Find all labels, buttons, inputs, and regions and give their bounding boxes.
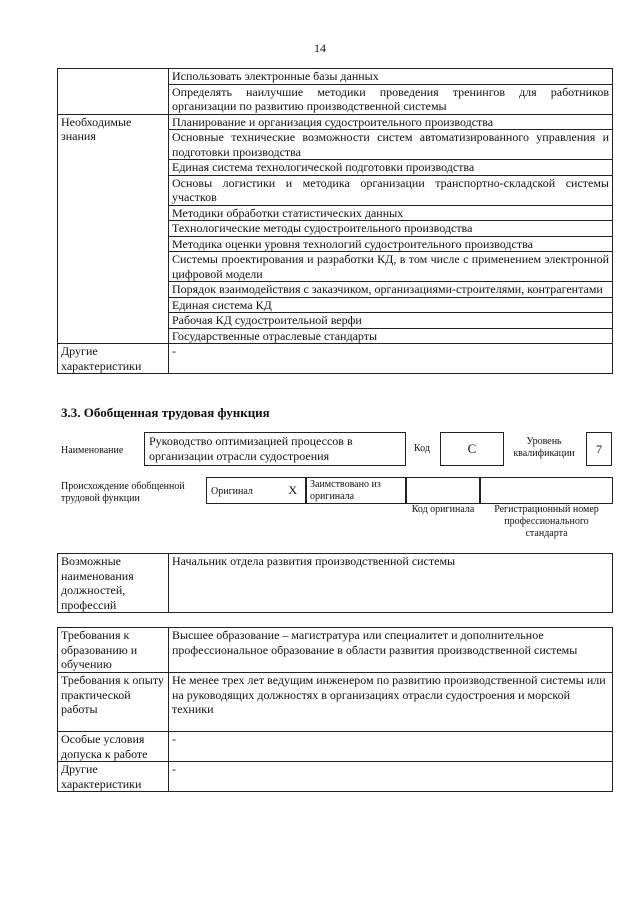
code-original-caption: Код оригинала — [411, 504, 475, 515]
positions-value: Начальник отдела развития производственной системы — [169, 554, 613, 613]
level-label: Уровень квалификации — [513, 436, 575, 459]
req-label: Требования к образованию и обучению — [58, 628, 169, 673]
req-label: Особые условия допуска к работе — [58, 732, 169, 762]
row-text: Методики обработки статистических данных — [169, 205, 613, 221]
original-label: Оригинал — [211, 486, 253, 497]
row-text: Рабочая КД судостроительной верфи — [169, 313, 613, 329]
other-label: Другие характеристики — [58, 344, 169, 374]
borrowed-cell — [306, 477, 406, 504]
origin-label: Происхождение обобщенной трудовой функции — [61, 481, 185, 504]
section-heading: 3.3. Обобщенная трудовая функция — [61, 405, 270, 420]
table-row — [58, 673, 613, 732]
borrowed-label: Заимствовано из оригинала — [310, 479, 381, 502]
row-text: Единая система КД — [169, 297, 613, 313]
code-label: Код — [414, 443, 430, 454]
req-value: - — [169, 732, 613, 762]
positions-label: Возможные наименования должностей, профессий — [58, 554, 169, 613]
req-value: Не менее трех лет ведущим инженером по развитию производственной системы или на руководящих должностях в организациях отрасли судостроения и морской техники — [169, 673, 613, 732]
original-cell — [206, 477, 306, 504]
requirements-table — [57, 627, 613, 792]
table-row — [58, 732, 613, 762]
row-text: Планирование и организация судостроительного производства — [169, 114, 613, 130]
row-label — [58, 69, 169, 115]
row-text: Порядок взаимодействия с заказчиком, организациями-строителями, контрагентами — [169, 282, 613, 298]
name-value: Руководство оптимизацией процессов в организации отрасли судостроения — [144, 432, 406, 466]
row-text: Единая система технологической подготовки производства — [169, 160, 613, 176]
table-row — [58, 114, 613, 130]
reg-number-cell — [480, 477, 613, 504]
row-text: Технологические методы судостроительного производства — [169, 221, 613, 237]
name-label: Наименование — [61, 445, 124, 456]
row-text: Системы проектирования и разработки КД, в том числе с применением электронной цифровой модели — [169, 252, 613, 282]
table-row — [58, 554, 613, 613]
knowledge-label: Необходимые знания — [58, 114, 169, 344]
row-text: Основы логистики и методика организации транспортно-складской системы участков — [169, 175, 613, 205]
table-row — [58, 628, 613, 673]
table-row — [58, 344, 613, 374]
row-text: Методика оценки уровня технологий судостроительного производства — [169, 236, 613, 252]
knowledge-table — [57, 68, 613, 374]
page-number: 14 — [314, 41, 326, 55]
original-mark: X — [288, 483, 297, 497]
table-row — [58, 69, 613, 85]
code-value: C — [440, 432, 504, 466]
level-value: 7 — [586, 432, 612, 466]
row-text: Основные технические возможности систем автоматизированного управления и подготовки производства — [169, 130, 613, 160]
code-original-cell — [406, 477, 480, 504]
row-text: Использовать электронные базы данных — [169, 69, 613, 85]
positions-table — [57, 553, 613, 613]
row-text: Государственные отраслевые стандарты — [169, 328, 613, 344]
req-label: Требования к опыту практической работы — [58, 673, 169, 732]
req-label: Другие характеристики — [58, 762, 169, 792]
row-text: Определять наилучшие методики проведения тренингов для работников организации по развитию производственной системы — [169, 84, 613, 114]
table-row — [58, 762, 613, 792]
other-value: - — [169, 344, 613, 374]
req-value: Высшее образование – магистратура или специалитет и дополнительное профессиональное образование в области развития производственной системы — [169, 628, 613, 673]
reg-number-caption: Регистрационный номер профессионального стандарта — [494, 504, 599, 539]
req-value: - — [169, 762, 613, 792]
